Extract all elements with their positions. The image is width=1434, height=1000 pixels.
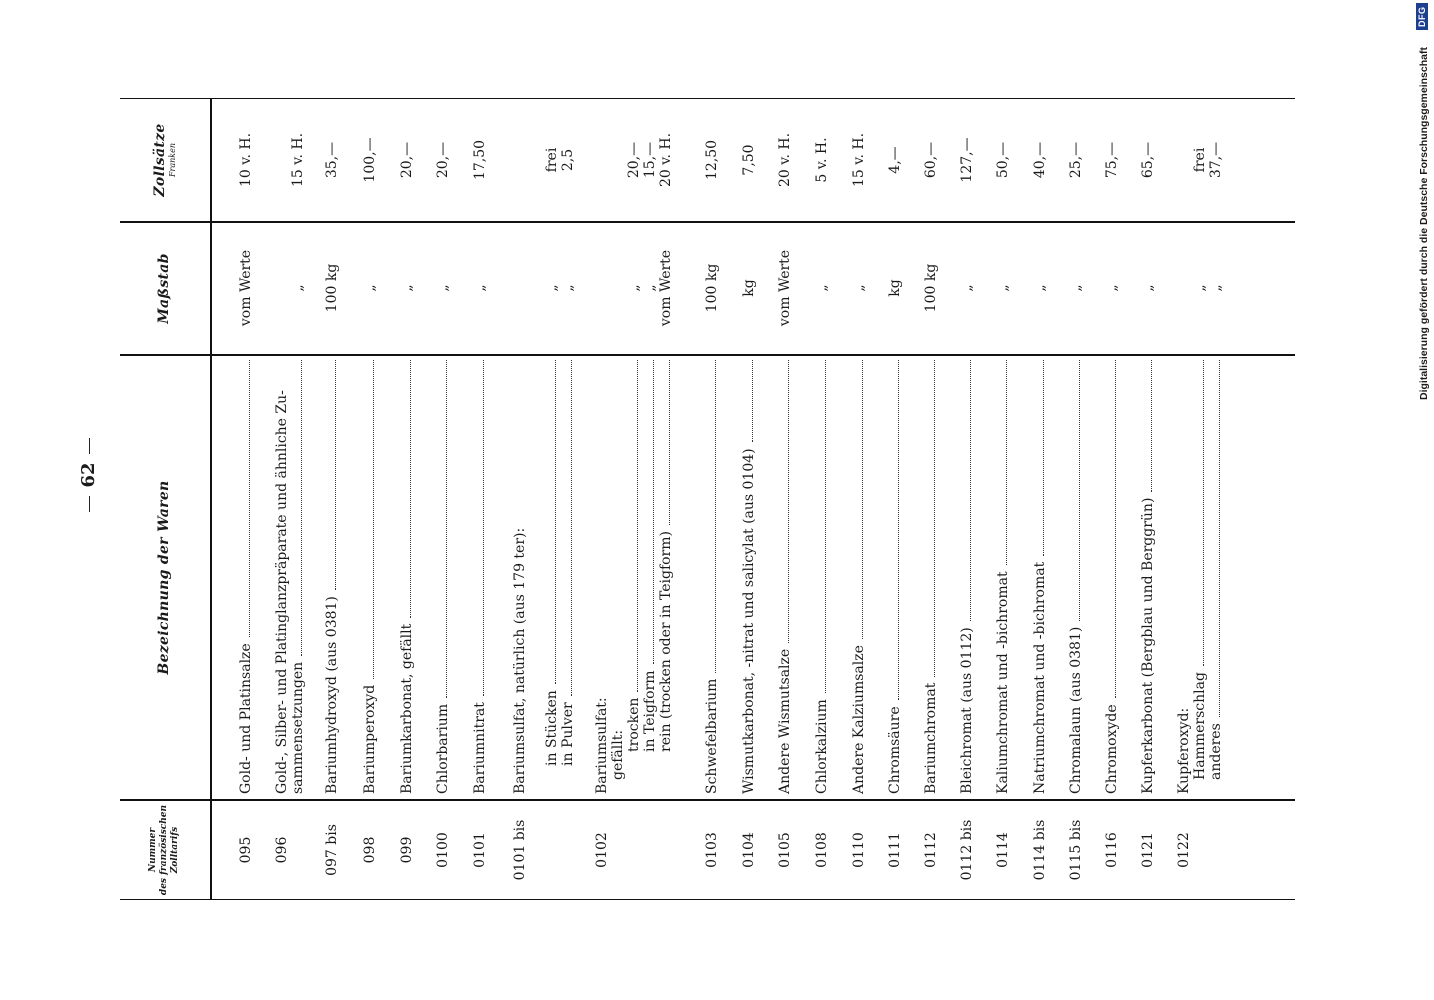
measure-value: „: [1208, 284, 1224, 292]
duty-rate-value: 127,—: [959, 137, 975, 183]
description-text: Chlorbarium: [435, 703, 451, 794]
leader-dots: [300, 360, 302, 656]
description-text: sammensetzungen: [290, 661, 306, 794]
measure-value: „: [290, 284, 306, 292]
header-zoll: [120, 99, 208, 221]
tariff-number: 0101 bis: [512, 819, 528, 881]
tariff-number: 098: [362, 836, 378, 864]
measure-value: „: [959, 284, 975, 292]
duty-rate-value: 15 v. H.: [851, 132, 867, 188]
measure-value: „: [560, 284, 576, 292]
leader-dots: [969, 360, 971, 621]
leader-dots: [334, 360, 336, 590]
tariff-number: 0104: [741, 832, 757, 868]
description-text: trocken: [626, 697, 642, 752]
duty-rate-value: 12,50: [704, 139, 720, 181]
leader-dots: [1042, 360, 1044, 556]
measure-value: vom Werte: [238, 249, 254, 327]
measure-value: „: [626, 284, 642, 292]
description-text: in Pulver: [560, 702, 576, 766]
measure-value: „: [995, 284, 1011, 292]
leader-dots: [861, 360, 863, 639]
tariff-number: 0115 bis: [1068, 819, 1084, 881]
header-nr-3: Zolltarifs: [169, 826, 180, 874]
page-number-text: 62: [78, 462, 99, 488]
description-text: rein (trocken oder in Teigform): [658, 531, 674, 752]
tariff-table: [120, 98, 1295, 900]
description-text: Andere Wismutsalze: [777, 648, 793, 794]
description-text: Chromsäure: [887, 706, 903, 794]
header-mass-text: Maßstab: [156, 253, 172, 324]
tariff-number: 097 bis: [324, 824, 340, 876]
description-text: Kupferkarbonat (Bergblau und Berggrün): [1140, 497, 1156, 794]
leader-dots: [372, 360, 374, 679]
measure-value: „: [1140, 284, 1156, 292]
tariff-number: 0112: [923, 832, 939, 868]
measure-value: „: [1104, 284, 1120, 292]
description-text: Bariumperoxyd: [362, 684, 378, 794]
tariff-number: 0108: [814, 832, 830, 868]
measure-value: „: [1068, 284, 1084, 292]
duty-rate-value: 37,—: [1208, 141, 1224, 179]
duty-rate-value: 7,50: [741, 144, 757, 176]
description-text: Bariumkarbonat, gefällt: [399, 623, 415, 794]
tariff-number: 0105: [777, 832, 793, 868]
duty-rate-value: 40,—: [1032, 141, 1048, 179]
leader-dots: [668, 360, 670, 525]
leader-dots: [787, 360, 789, 643]
duty-rate-value: 25,—: [1068, 141, 1084, 179]
description-text: Hammerschlag: [1192, 672, 1208, 780]
measure-value: „: [472, 284, 488, 292]
duty-rate-value: frei: [544, 147, 560, 173]
measure-value: „: [814, 284, 830, 292]
duty-rate-value: 75,—: [1104, 141, 1120, 179]
duty-rate-value: 20,—: [435, 141, 451, 179]
description-text: Chlorkalzium: [814, 699, 830, 794]
duty-rate-value: 2,5: [560, 148, 576, 172]
description-text: Kupferoxyd:: [1176, 707, 1192, 794]
header-desc-text: Bezeichnung der Waren: [156, 480, 172, 675]
description-text: Natriumchromat und -bichromat: [1032, 561, 1048, 794]
measure-value: 100 kg: [923, 263, 939, 313]
measure-value: „: [1192, 284, 1208, 292]
leader-dots: [1218, 360, 1220, 717]
duty-rate-value: 4,—: [887, 146, 903, 174]
tariff-number: 0102: [594, 832, 610, 868]
duty-rate-value: 20 v. H.: [777, 132, 793, 188]
measure-value: 100 kg: [704, 263, 720, 313]
description-text: in Teigform: [642, 670, 658, 752]
tariff-number: 0122: [1176, 832, 1192, 868]
tariff-number: 0100: [435, 832, 451, 868]
tariff-number: 0114: [995, 832, 1011, 868]
duty-rate-value: 5 v. H.: [814, 137, 830, 183]
leader-dots: [570, 360, 572, 696]
description-text: gefällt:: [610, 729, 626, 780]
description-text: Wismutkarbonat, -nitrat und salicylat (aus 0104): [741, 448, 757, 794]
leader-dots: [824, 360, 826, 693]
tariff-number: 0116: [1104, 832, 1120, 868]
duty-rate-value: 10 v. H.: [238, 132, 254, 188]
tariff-number: 0121: [1140, 832, 1156, 868]
description-text: Bariumhydroxyd (aus 0381): [324, 596, 340, 794]
duty-rate-value: 100,—: [362, 137, 378, 183]
description-text: Bariumsulfat, natürlich (aus 179 ter):: [512, 527, 528, 794]
description-text: Bariumsulfat:: [594, 697, 610, 794]
duty-rate-value: 20,—: [399, 141, 415, 179]
page-number: [78, 430, 99, 520]
leader-dots: [1114, 360, 1116, 698]
measure-value: „: [399, 284, 415, 292]
duty-rate-value: 17,50: [472, 139, 488, 181]
side-note: [1416, 0, 1434, 1000]
measure-value: „: [1032, 284, 1048, 292]
leader-dots: [248, 360, 250, 637]
tariff-number: 095: [238, 836, 254, 864]
tariff-number: 0111: [887, 832, 903, 868]
description-text: Gold- und Platinsalze: [238, 643, 254, 794]
measure-value: 100 kg: [324, 263, 340, 313]
measure-value: kg: [741, 279, 757, 297]
header-nr: [120, 801, 208, 899]
header-nr-1: Nummer: [147, 827, 158, 873]
duty-rate-value: 50,—: [995, 141, 1011, 179]
tariff-number: 0101: [472, 832, 488, 868]
leader-dots: [1078, 360, 1080, 621]
side-note-text: Digitalisierung gefördert durch die Deutsche Forschungsgemeinschaft: [1418, 47, 1430, 400]
measure-value: „: [435, 284, 451, 292]
leader-dots: [652, 360, 654, 665]
header-desc: [120, 356, 208, 799]
description-text: Andere Kalziumsalze: [851, 645, 867, 794]
tariff-number: 0112 bis: [959, 819, 975, 881]
leader-dots: [897, 360, 899, 700]
header-mass: [120, 223, 208, 354]
leader-dots: [1150, 360, 1152, 492]
description-text: Bariumchromat: [923, 682, 939, 794]
header-nr-2: des französischen: [158, 804, 169, 896]
description-text: Bariumnitrat: [472, 702, 488, 794]
measure-value: vom Werte: [777, 249, 793, 327]
header-zoll-text: Zollsätze: [151, 123, 168, 197]
tariff-number: 0110: [851, 832, 867, 868]
duty-rate-value: frei: [1192, 147, 1208, 173]
leader-dots: [482, 360, 484, 696]
duty-rate-value: 60,—: [923, 141, 939, 179]
leader-dots: [1202, 360, 1204, 666]
duty-rate-value: 35,—: [324, 141, 340, 179]
duty-rate-value: 15,—: [642, 141, 658, 179]
description-text: Chromalaun (aus 0381): [1068, 626, 1084, 794]
leader-dots: [1005, 360, 1007, 565]
measure-value: „: [362, 284, 378, 292]
description-text: Chromoxyde: [1104, 704, 1120, 794]
leader-dots: [933, 360, 935, 677]
duty-rate-value: 20 v. H.: [658, 132, 674, 188]
tariff-number: 0114 bis: [1032, 819, 1048, 881]
description-text: Bleichromat (aus 0112): [959, 627, 975, 794]
tariff-number: 0103: [704, 832, 720, 868]
leader-dots: [445, 360, 447, 698]
header-rule: [210, 99, 212, 899]
header-zoll-unit: Franken: [167, 143, 177, 178]
description-text: Schwefelbarium: [704, 678, 720, 794]
leader-dots: [751, 360, 753, 442]
leader-dots: [409, 360, 411, 618]
description-text: Kaliumchromat und -bichromat: [995, 571, 1011, 794]
measure-value: „: [544, 284, 560, 292]
measure-value: „: [851, 284, 867, 292]
duty-rate-value: 65,—: [1140, 141, 1156, 179]
measure-value: „: [642, 284, 658, 292]
description-text: Gold-, Silber- und Platinglanzpräparate und ähnliche Zu-: [274, 390, 290, 794]
dfg-logo: DFG: [1416, 4, 1428, 31]
measure-value: kg: [887, 279, 903, 297]
duty-rate-value: 15 v. H.: [290, 132, 306, 188]
measure-value: vom Werte: [658, 249, 674, 327]
description-text: in Stücken: [544, 690, 560, 766]
leader-dots: [636, 360, 638, 692]
leader-dots: [714, 360, 716, 673]
duty-rate-value: 20,—: [626, 141, 642, 179]
tariff-number: 099: [399, 836, 415, 864]
leader-dots: [554, 360, 556, 684]
tariff-number: 096: [274, 836, 290, 864]
description-text: anderes: [1208, 723, 1224, 780]
